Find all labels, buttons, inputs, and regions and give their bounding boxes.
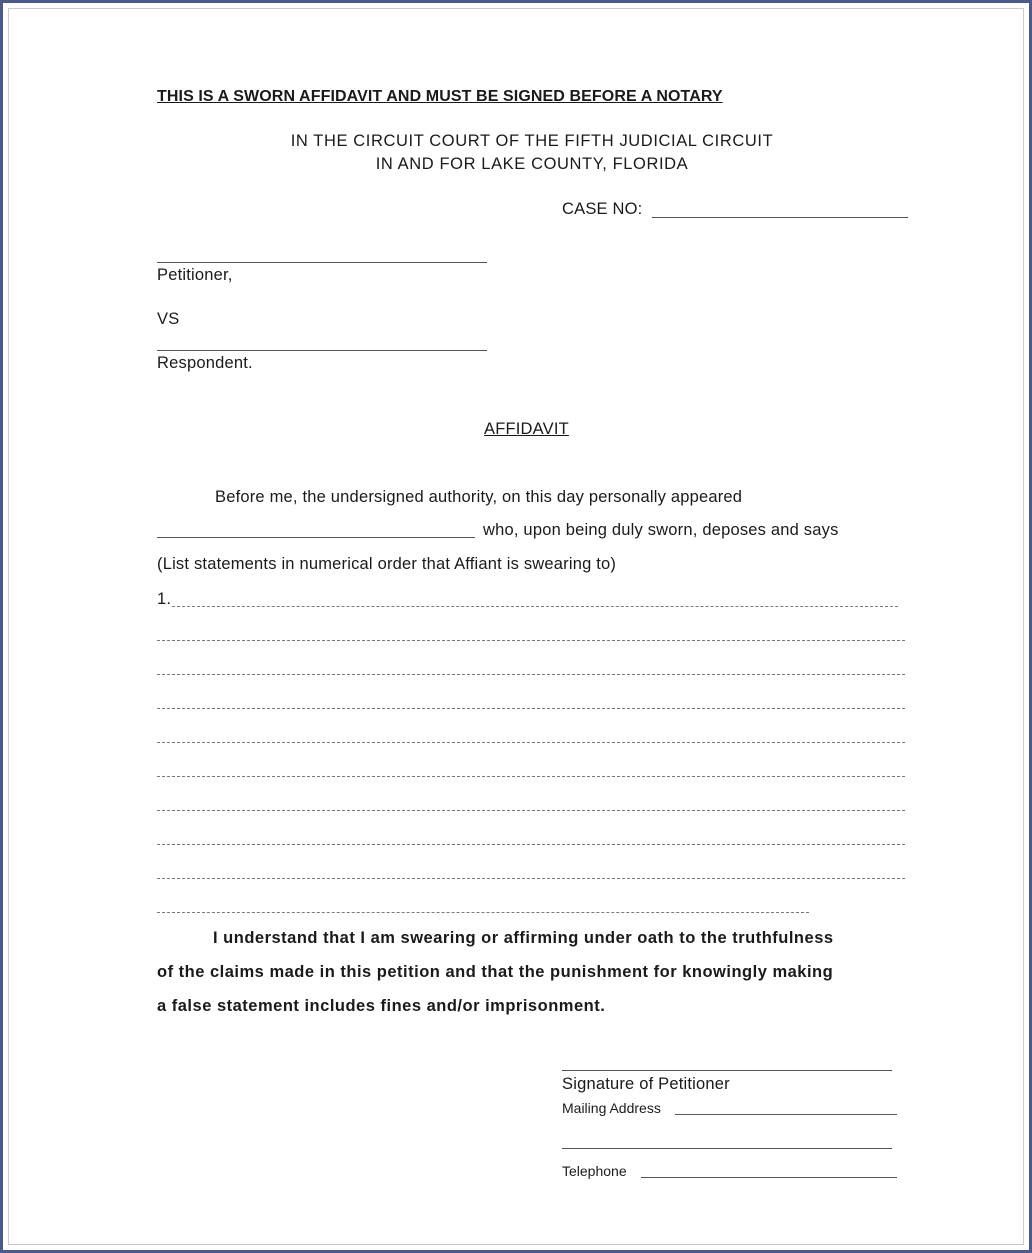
statement-line[interactable] [157, 708, 905, 709]
oath-line-2: of the claims made in this petition and that the punishment for knowingly making [157, 963, 834, 981]
statement-line[interactable] [157, 878, 905, 879]
petitioner-label: Petitioner, [157, 266, 233, 284]
page-inner-border [8, 8, 1024, 1245]
statement-line[interactable] [157, 674, 905, 675]
vs-label: VS [157, 310, 180, 328]
statement-line[interactable] [157, 742, 905, 743]
statement-line[interactable] [157, 844, 905, 845]
sworn-affidavit-heading: THIS IS A SWORN AFFIDAVIT AND MUST BE SIGNED BEFORE A NOTARY [157, 88, 723, 105]
case-no-field[interactable] [652, 217, 908, 218]
affiant-name-field[interactable] [157, 537, 475, 538]
respondent-label: Respondent. [157, 354, 253, 372]
statement-line[interactable] [157, 810, 905, 811]
telephone-field[interactable] [641, 1177, 897, 1178]
statement-line[interactable] [157, 640, 905, 641]
mailing-address-field[interactable] [675, 1114, 897, 1115]
respondent-name-field[interactable] [157, 350, 487, 351]
case-no-label: CASE NO: [562, 200, 643, 218]
intro-line-2: who, upon being duly sworn, deposes and says [483, 521, 839, 539]
court-name-line-2: IN AND FOR LAKE COUNTY, FLORIDA [375, 155, 689, 173]
oath-line-1: I understand that I am swearing or affirming under oath to the truthfulness [213, 929, 834, 947]
affidavit-title: AFFIDAVIT [484, 420, 569, 438]
mailing-address-label: Mailing Address [562, 1100, 661, 1116]
oath-line-3: a false statement includes fines and/or imprisonment. [157, 997, 606, 1015]
court-name-line-1: IN THE CIRCUIT COURT OF THE FIFTH JUDICIAL CIRCUIT [290, 132, 774, 150]
statement-instruction: (List statements in numerical order that Affiant is swearing to) [157, 555, 617, 573]
statement-number: 1. [157, 590, 172, 608]
statement-line[interactable] [172, 606, 898, 607]
statement-line[interactable] [157, 776, 905, 777]
petitioner-name-field[interactable] [157, 262, 487, 263]
statement-line[interactable] [157, 912, 809, 913]
mailing-address-line-2-field[interactable] [562, 1148, 892, 1149]
petitioner-signature-field[interactable] [562, 1070, 892, 1071]
telephone-label: Telephone [562, 1163, 627, 1179]
intro-line-1: Before me, the undersigned authority, on this day personally appeared [215, 488, 743, 506]
signature-label: Signature of Petitioner [562, 1075, 730, 1093]
